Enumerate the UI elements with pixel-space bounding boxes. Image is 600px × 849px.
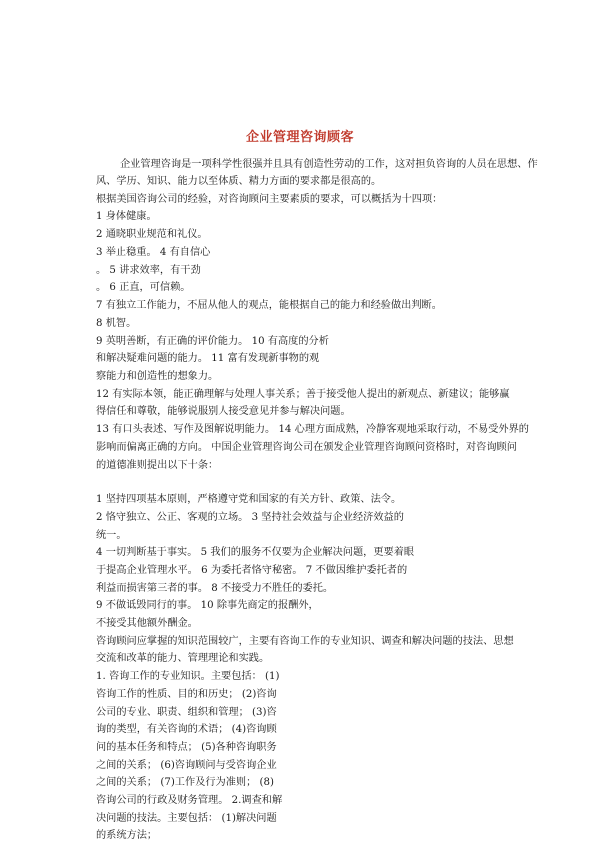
list-item: 1. 咨询工作的专业知识。主要包括： (1) [96,671,280,682]
paragraph-line: 企业管理咨询是一项科学性很强并且具有创造性劳动的工作，这对担负咨询的人员在思想、作 [120,159,538,170]
list-item: 统一。 [96,530,127,541]
paragraph-line: 咨询顾问应掌握的知识范围较广，主要有咨询工作的专业知识、调查和解决问题的技法、思想 [96,636,514,647]
list-item: 2 恪守独立、公正、客观的立场。 3 坚持社会效益与企业经济效益的 [96,512,404,523]
list-item: 利益而损害第三者的事。 8 不接受力不胜任的委托。 [96,583,334,594]
paragraph-line: 的道德准则提出以下十条： [96,460,219,471]
list-item: 9 英明善断，有正确的评价能力。 10 有高度的分析 [96,336,329,347]
list-item: 问的基本任务和特点； (5)各种咨询职务 [96,742,277,753]
list-item: 不接受其他额外酬金。 [96,618,198,629]
page-title: 企业管理咨询顾客 [245,130,354,145]
list-item: 1 身体健康。 [96,211,157,222]
list-item: 询的类型，有关咨询的术语； (4)咨询顾 [96,724,277,735]
list-item: 12 有实际本领，能正确理解与处理人事关系；善于接受他人提出的新观点、新建议；能够赢 [96,389,510,400]
list-item: 之间的关系； (7)工作及行为准则； (8) [96,777,274,788]
paragraph-line: 交流和改革的能力、管理理论和实践。 [96,653,270,664]
list-item: 2 通晓职业规范和礼仪。 [96,229,208,240]
list-item: 4 一切判断基于事实。 5 我们的服务不仅要为企业解决问题，更要着眼 [96,547,415,558]
list-item: 9 不做诋毁同行的事。 10 除事先商定的报酬外， [96,600,319,611]
list-item: 决问题的技法。主要包括： (1)解决问题 [96,813,277,824]
list-item: 公司的专业、职责、组织和管理； (3)咨 [96,707,277,718]
list-item: 1 坚持四项基本原则，严格遵守党和国家的有关方针、政策、法令。 [96,494,402,505]
list-item: 。 6 正直，可信赖。 [96,282,191,293]
list-item: 3 举止稳重。 4 有自信心 [96,247,211,258]
list-item: 13 有口头表述、写作及图解说明能力。 14 心理方面成熟，冷静客观地采取行动，不易受外界的 [96,424,529,435]
list-item: 咨询公司的行政及财务管理。 2.调查和解 [96,795,283,806]
paragraph-line: 根据美国咨询公司的经验，对咨询顾问主要素质的要求，可以概括为十四项： [96,194,443,205]
paragraph-line: 风、学历、知识、能力以至体质、精力方面的要求都是很高的。 [96,176,382,187]
list-item: 7 有独立工作能力，不屈从他人的观点，能根据自己的能力和经验做出判断。 [96,300,442,311]
paragraph-line: 影响而偏离正确的方向。 中国企业管理咨询公司在颁发企业管理咨询顾问资格时，对咨询顾问 [96,442,517,453]
list-item: 8 机智。 [96,318,137,329]
list-item: 的系统方法； [96,830,158,841]
list-item: 。 5 讲求效率，有干劲 [96,265,201,276]
list-item: 之间的关系； (6)咨询顾问与受咨询企业 [96,760,277,771]
list-item: 察能力和创造性的想象力。 [96,371,219,382]
list-item: 咨询工作的性质、目的和历史； (2)咨询 [96,689,277,700]
list-item: 和解决疑难问题的能力。 11 富有发现新事物的观 [96,353,320,364]
list-item: 得信任和尊敬，能够说服别人接受意见并参与解决问题。 [96,406,351,417]
list-item: 于提高企业管理水平。 6 为委托者恪守秘密。 7 不做因维护委托者的 [96,565,408,576]
